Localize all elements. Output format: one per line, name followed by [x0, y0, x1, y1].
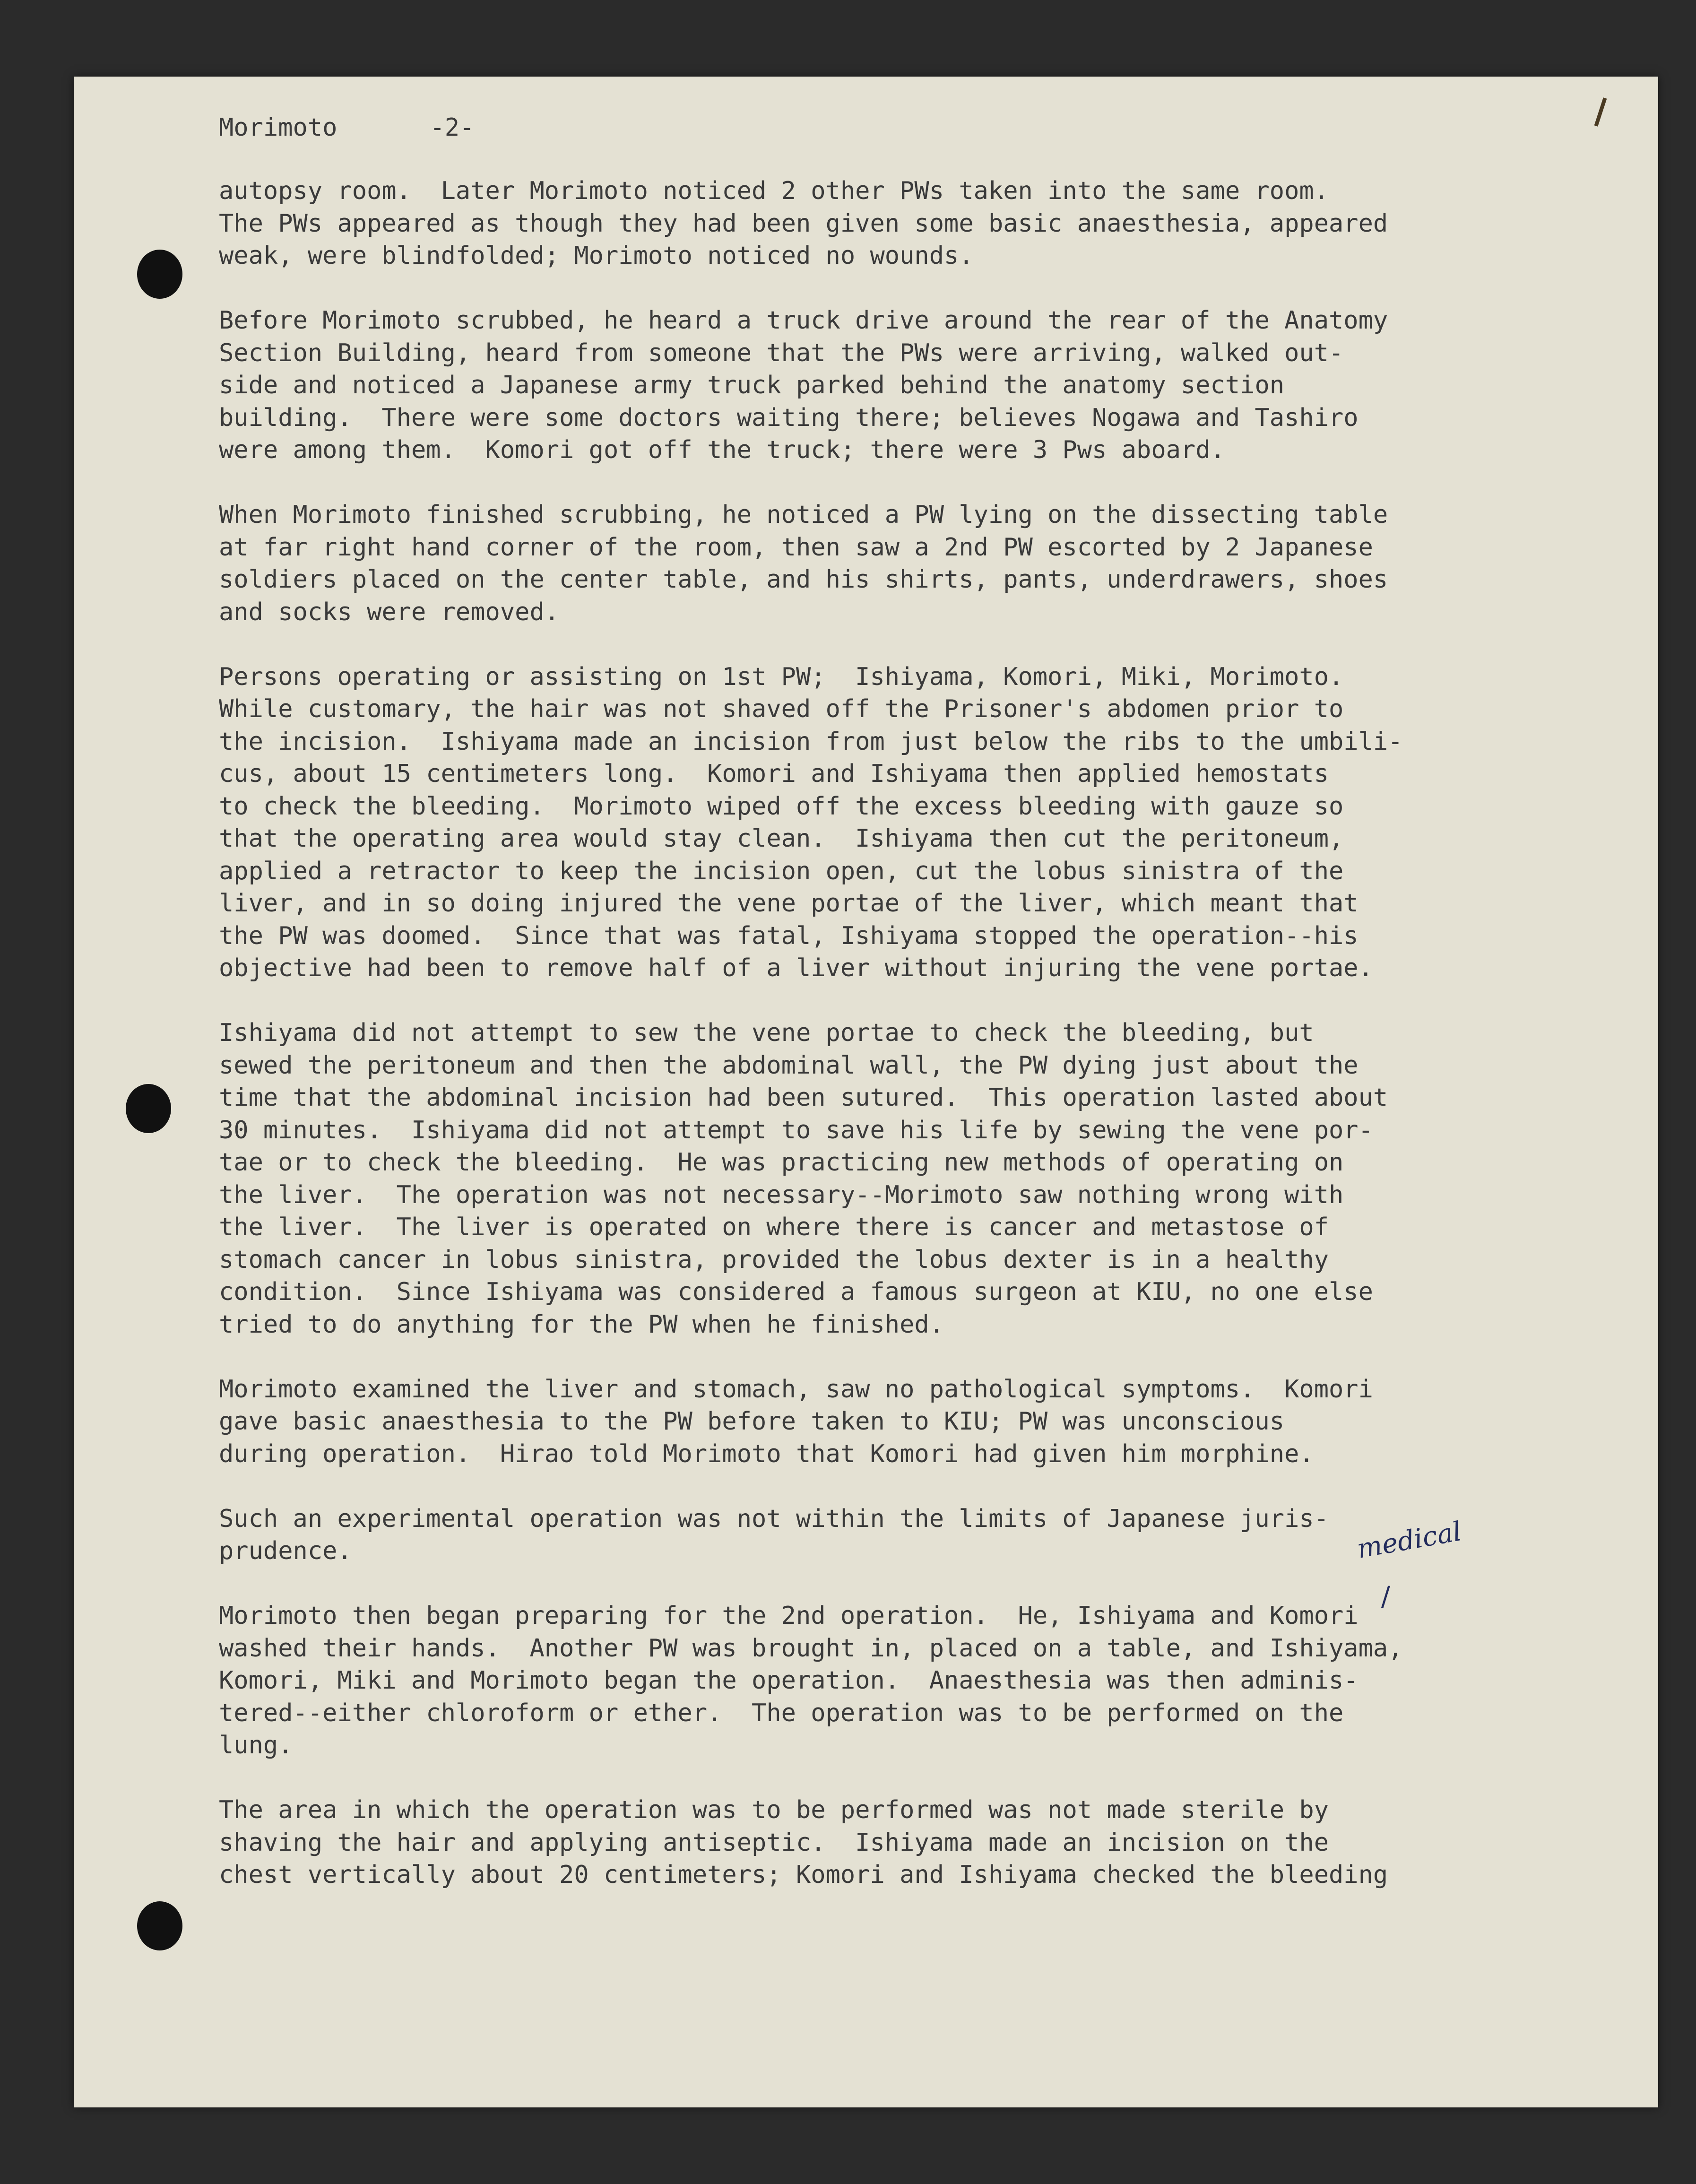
text-line: to check the bleeding. Morimoto wiped off the excess bleeding with gauze so	[219, 792, 1344, 821]
text-line: Komori, Miki and Morimoto began the operation. Anaesthesia was then adminis-	[219, 1666, 1359, 1695]
text-line: time that the abdominal incision had been sutured. This operation lasted about	[219, 1083, 1388, 1112]
text-line: Such an experimental operation was not within the limits of Japanese juris-	[219, 1504, 1329, 1533]
text-line: soldiers placed on the center table, and his shirts, pants, underdrawers, shoes	[219, 565, 1388, 594]
text-line: tered--either chloroform or ether. The operation was to be performed on the	[219, 1699, 1344, 1727]
text-line: shaving the hair and applying antiseptic. Ishiyama made an incision on the	[219, 1828, 1329, 1857]
text-line: The area in which the operation was to be performed was not made sterile by	[219, 1796, 1329, 1824]
text-line: tried to do anything for the PW when he finished.	[219, 1310, 944, 1339]
text-line: autopsy room. Later Morimoto noticed 2 other PWs taken into the same room.	[219, 177, 1329, 205]
text-line: condition. Since Ishiyama was considered a famous surgeon at KIU, no one else	[219, 1278, 1373, 1306]
paragraph	[219, 175, 1590, 272]
text-line: Ishiyama did not attempt to sew the vene portae to check the bleeding, but	[219, 1019, 1314, 1047]
text-line: stomach cancer in lobus sinistra, provided the lobus dexter is in a healthy	[219, 1245, 1329, 1274]
text-line: 30 minutes. Ishiyama did not attempt to save his life by sewing the vene por-	[219, 1116, 1373, 1144]
text-line: that the operating area would stay clean. Ishiyama then cut the peritoneum,	[219, 824, 1344, 853]
text-line: When Morimoto finished scrubbing, he noticed a PW lying on the dissecting table	[219, 501, 1388, 529]
text-line: Morimoto then began preparing for the 2nd operation. He, Ishiyama and Komori	[219, 1602, 1359, 1630]
text-line: chest vertically about 20 centimeters; Komori and Ishiyama checked the bleeding	[219, 1861, 1388, 1889]
text-line: tae or to check the bleeding. He was practicing new methods of operating on	[219, 1148, 1344, 1177]
handwritten-annotation: medical	[1355, 1516, 1464, 1565]
text-line: Persons operating or assisting on 1st PW; Ishiyama, Komori, Miki, Morimoto.	[219, 662, 1344, 691]
text-line: weak, were blindfolded; Morimoto noticed no wounds.	[219, 242, 974, 270]
header-name: Morimoto	[219, 113, 337, 142]
text-line: While customary, the hair was not shaved off the Prisoner's abdomen prior to	[219, 695, 1344, 723]
text-line: during operation. Hirao told Morimoto that Komori had given him morphine.	[219, 1439, 1314, 1468]
pencil-mark	[1594, 97, 1607, 126]
document-body	[219, 175, 1590, 1924]
punch-hole-icon	[126, 1084, 171, 1133]
text-line: The PWs appeared as though they had been given some basic anaesthesia, appeared	[219, 209, 1388, 238]
text-line: cus, about 15 centimeters long. Komori and Ishiyama then applied hemostats	[219, 760, 1329, 788]
punch-hole-icon	[137, 250, 182, 299]
text-line: objective had been to remove half of a liver without injuring the vene portae.	[219, 954, 1373, 982]
text-line: Before Morimoto scrubbed, he heard a truck drive around the rear of the Anatomy	[219, 306, 1388, 335]
text-line: Section Building, heard from someone that the PWs were arriving, walked out-	[219, 338, 1344, 367]
punch-hole-icon	[137, 1901, 182, 1950]
paragraph	[219, 1794, 1590, 1891]
text-line: building. There were some doctors waiting there; believes Nogawa and Tashiro	[219, 403, 1359, 432]
paragraph	[219, 1373, 1590, 1471]
page-number: -2-	[430, 113, 475, 142]
text-line: the liver. The liver is operated on where there is cancer and metastose of	[219, 1213, 1329, 1241]
page-header	[219, 113, 474, 142]
text-line: liver, and in so doing injured the vene portae of the liver, which meant that	[219, 889, 1359, 918]
text-line: were among them. Komori got off the truck; there were 3 Pws aboard.	[219, 436, 1225, 464]
text-line: the PW was doomed. Since that was fatal, Ishiyama stopped the operation--his	[219, 921, 1359, 950]
insert-caret-mark: /	[1381, 1581, 1390, 1612]
paragraph	[219, 1600, 1590, 1762]
text-line: side and noticed a Japanese army truck parked behind the anatomy section	[219, 371, 1285, 399]
text-line: washed their hands. Another PW was brought in, placed on a table, and Ishiyama,	[219, 1634, 1403, 1663]
text-line: gave basic anaesthesia to the PW before taken to KIU; PW was unconscious	[219, 1407, 1285, 1436]
text-line: Morimoto examined the liver and stomach, saw no pathological symptoms. Komori	[219, 1375, 1373, 1404]
text-line: prudence.	[219, 1537, 352, 1565]
text-line: applied a retractor to keep the incision open, cut the lobus sinistra of the	[219, 857, 1344, 885]
text-line: the liver. The operation was not necessary--Morimoto saw nothing wrong with	[219, 1180, 1344, 1209]
paragraph	[219, 304, 1590, 467]
paragraph	[219, 1017, 1590, 1341]
text-line: lung.	[219, 1731, 293, 1759]
paragraph	[219, 499, 1590, 628]
text-line: the incision. Ishiyama made an incision from just below the ribs to the umbili-	[219, 727, 1403, 756]
text-line: at far right hand corner of the room, then saw a 2nd PW escorted by 2 Japanese	[219, 533, 1373, 562]
text-line: sewed the peritoneum and then the abdominal wall, the PW dying just about the	[219, 1051, 1359, 1080]
paragraph	[219, 661, 1590, 985]
text-line: and socks were removed.	[219, 598, 560, 626]
